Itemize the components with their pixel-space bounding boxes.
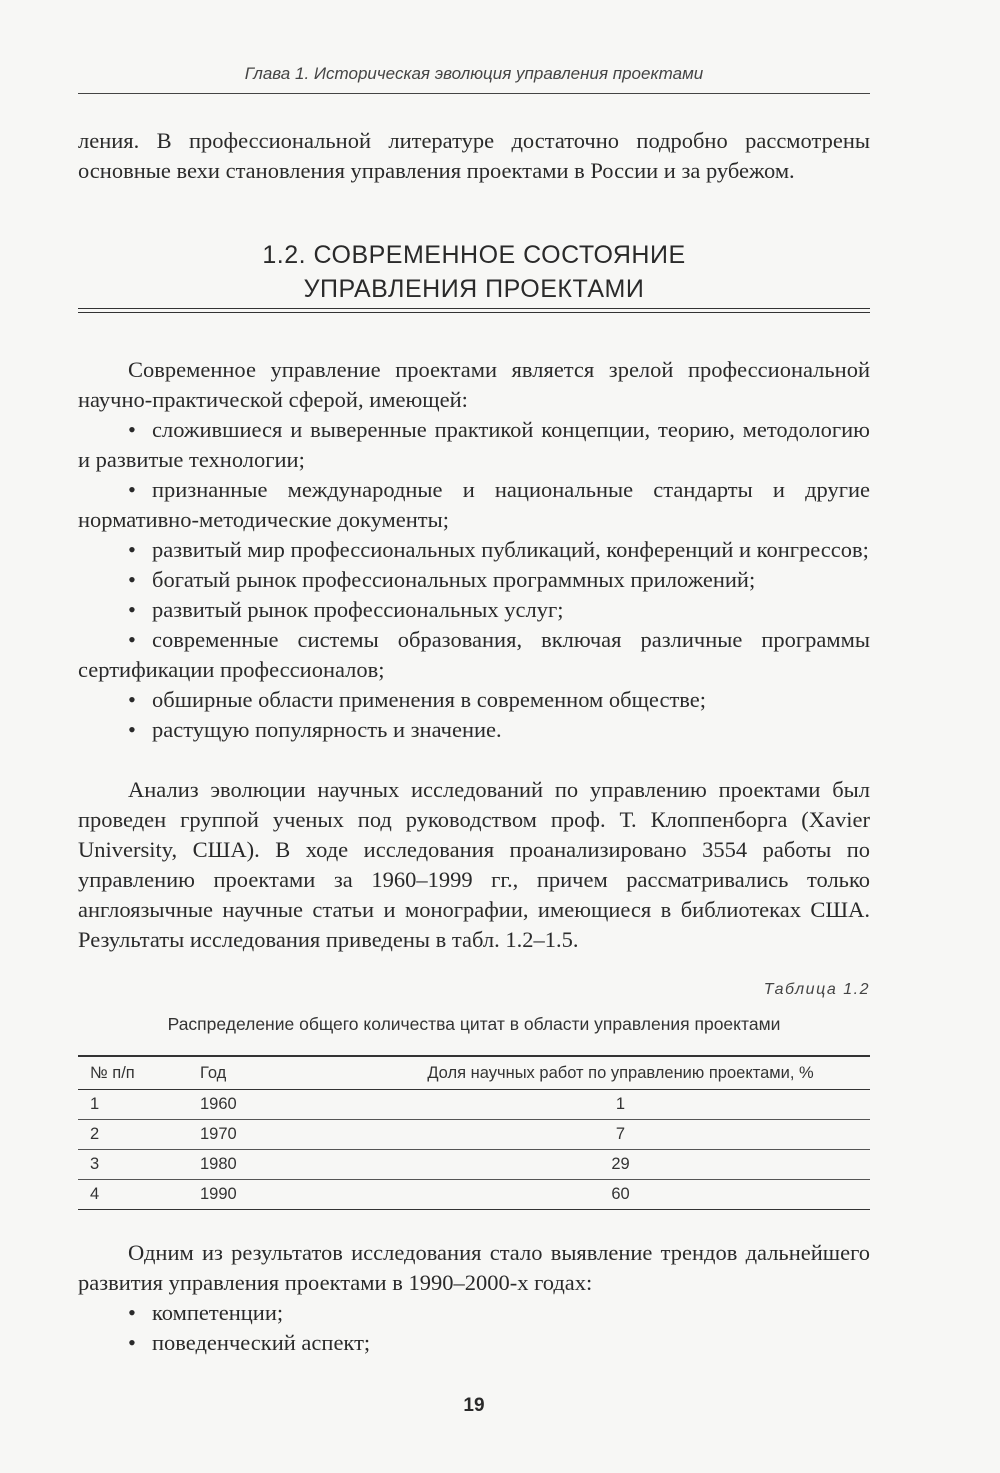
analysis-paragraph: Анализ эволюции научных исследований по управлению проектами был проведен группой ученых под руководством проф. Т. Клоппенборга (Xavier University, США). В ходе исследования проанализировано 3554 работы по управлению проектами за 1960–1999 гг., причем рассматривались только англоязычные научные статьи и монографии, имеющиеся в библиотеках США. Результаты исследования приведены в табл. 1.2–1.5. [78,777,870,952]
header-number: № п/п [78,1056,186,1090]
trends-list [78,1298,870,1358]
table-row [78,1120,870,1150]
list-item: • признанные международные и национальные стандарты и другие нормативно-методические документы; [78,475,870,535]
section-double-rule [78,308,870,313]
section-title [78,238,870,306]
cell-number: 1 [78,1090,186,1120]
table-row [78,1180,870,1210]
cell-share: 1 [371,1090,870,1120]
section-title-line-1: 1.2. СОВРЕМЕННОЕ СОСТОЯНИЕ [262,241,686,269]
citations-table [78,1055,870,1210]
cell-number: 4 [78,1180,186,1210]
list-item: • компетенции; [78,1298,870,1328]
table-label: Таблица 1.2 [763,981,870,998]
header-rule [78,93,870,94]
header-year: Год [186,1056,371,1090]
cell-year: 1980 [186,1150,371,1180]
list-item: • богатый рынок профессиональных программных приложений; [78,565,870,595]
table-row [78,1090,870,1120]
list-item: • поведенческий аспект; [78,1328,870,1358]
header-share: Доля научных работ по управлению проектами, % [371,1056,870,1090]
cell-share: 60 [371,1180,870,1210]
list-item: • современные системы образования, включая различные программы сертификации профессионалов; [78,625,870,685]
lead-paragraph: Современное управление проектами является зрелой профессиональной научно-практической сферой, имеющей: [78,357,870,412]
cell-year: 1970 [186,1120,371,1150]
list-item: • обширные области применения в современном обществе; [78,685,870,715]
cell-share: 7 [371,1120,870,1150]
list-item: • развитый мир профессиональных публикаций, конференций и конгрессов; [78,535,870,565]
list-item: • развитый рынок профессиональных услуг; [78,595,870,625]
cell-number: 2 [78,1120,186,1150]
table-header-row [78,1056,870,1090]
cell-year: 1990 [186,1180,371,1210]
table-caption: Распределение общего количества цитат в области управления проектами [167,1014,781,1034]
list-item: • растущую популярность и значение. [78,715,870,745]
cell-number: 3 [78,1150,186,1180]
feature-list [78,415,870,745]
running-head: Глава 1. Историческая эволюция управления проектами [244,64,704,83]
list-item: • сложившиеся и выверенные практикой концепции, теорию, методологию и развитые технологии; [78,415,870,475]
cell-year: 1960 [186,1090,371,1120]
page-number: 19 [463,1395,485,1416]
table-row [78,1150,870,1180]
trends-paragraph: Одним из результатов исследования стало выявление трендов дальнейшего развития управления проектами в 1990–2000-х годах: [78,1240,870,1295]
section-title-line-2: УПРАВЛЕНИЯ ПРОЕКТАМИ [303,275,645,303]
cell-share: 29 [371,1150,870,1180]
intro-paragraph: ления. В профессиональной литературе достаточно подробно рассмотрены основные вехи становления управления проектами в России и за рубежом. [78,128,870,183]
